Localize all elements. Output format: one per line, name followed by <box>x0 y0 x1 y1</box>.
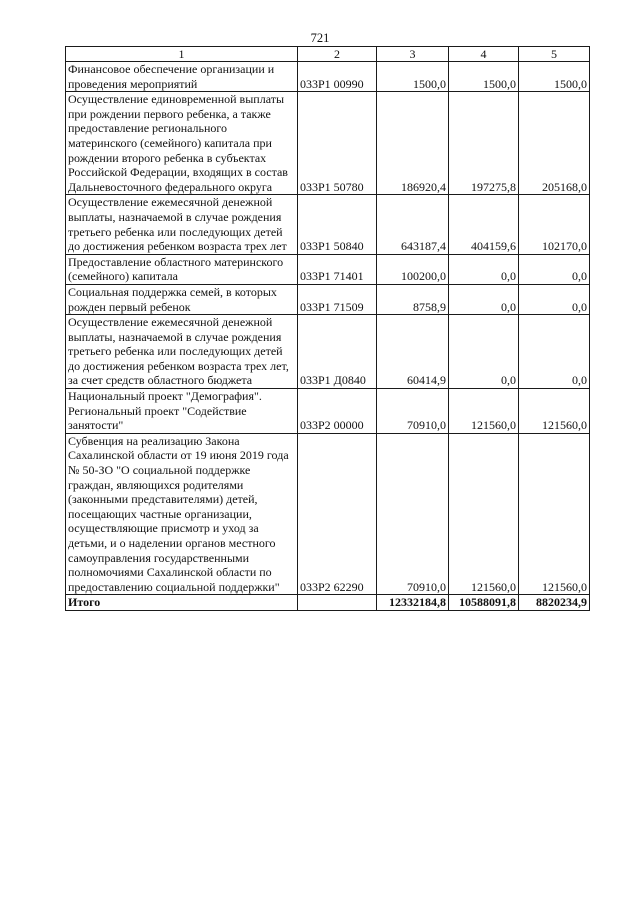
row-code: 033P1 50780 <box>298 92 377 195</box>
row-value-year-2: 197275,8 <box>449 92 519 195</box>
total-value-year-1: 12332184,8 <box>377 595 449 611</box>
header-col-3: 3 <box>377 47 449 62</box>
row-value-year-1: 1500,0 <box>377 62 449 92</box>
row-value-year-1: 8758,9 <box>377 284 449 314</box>
row-value-year-1: 186920,4 <box>377 92 449 195</box>
total-value-year-3: 8820234,9 <box>519 595 590 611</box>
total-value-year-2: 10588091,8 <box>449 595 519 611</box>
row-value-year-2: 121560,0 <box>449 433 519 595</box>
row-name: Субвенция на реализацию Закона Сахалинской области от 19 июня 2019 года № 50-ЗО "О социальной поддержке граждан, являющихся родителями (законными представителями) детей, посещающих частные организации, осуществляющие присмотр и уход за детьми, и о наделении органов местного самоуправления государственными полномочиями Сахалинской области по предоставлению социальной поддержки" <box>66 433 298 595</box>
row-name: Осуществление ежемесячной денежной выплаты, назначаемой в случае рождения третьего ребенка или последующих детей до достижения ребенком возраста трех лет <box>66 195 298 254</box>
row-name: Осуществление единовременной выплаты при рождении первого ребенка, а также предоставление регионального материнского (семейного) капитала при рождении второго ребенка в субъектах Российской Федерации, входящих в состав Дальневосточного федерального округа <box>66 92 298 195</box>
row-value-year-3: 102170,0 <box>519 195 590 254</box>
table-row <box>66 195 590 254</box>
table-row <box>66 254 590 284</box>
row-value-year-3: 121560,0 <box>519 389 590 434</box>
total-code-empty <box>298 595 377 611</box>
row-code: 033P1 Д0840 <box>298 315 377 389</box>
row-code: 033P1 71509 <box>298 284 377 314</box>
row-value-year-2: 121560,0 <box>449 389 519 434</box>
page-number: 721 <box>310 31 330 45</box>
row-value-year-2: 1500,0 <box>449 62 519 92</box>
table-row <box>66 62 590 92</box>
row-value-year-3: 205168,0 <box>519 92 590 195</box>
row-value-year-3: 1500,0 <box>519 62 590 92</box>
row-value-year-3: 121560,0 <box>519 433 590 595</box>
row-value-year-2: 0,0 <box>449 315 519 389</box>
row-value-year-1: 70910,0 <box>377 433 449 595</box>
row-value-year-1: 100200,0 <box>377 254 449 284</box>
table-row <box>66 284 590 314</box>
row-value-year-1: 60414,9 <box>377 315 449 389</box>
row-name: Осуществление ежемесячной денежной выплаты, назначаемой в случае рождения третьего ребенка или последующих детей до достижения ребенком возраста трех лет, за счет средств областного бюджета <box>66 315 298 389</box>
header-col-1: 1 <box>66 47 298 62</box>
table-row <box>66 92 590 195</box>
row-name: Предоставление областного материнского (семейного) капитала <box>66 254 298 284</box>
row-value-year-3: 0,0 <box>519 284 590 314</box>
row-code: 033P1 00990 <box>298 62 377 92</box>
row-code: 033P2 00000 <box>298 389 377 434</box>
table-row <box>66 315 590 389</box>
table-row <box>66 433 590 595</box>
row-value-year-2: 404159,6 <box>449 195 519 254</box>
total-label: Итого <box>66 595 298 611</box>
table-row <box>66 389 590 434</box>
row-code: 033P2 62290 <box>298 433 377 595</box>
row-name: Финансовое обеспечение организации и проведения мероприятий <box>66 62 298 92</box>
total-row <box>66 595 590 611</box>
row-value-year-2: 0,0 <box>449 284 519 314</box>
header-row <box>66 47 590 62</box>
row-value-year-1: 70910,0 <box>377 389 449 434</box>
budget-table <box>65 46 590 611</box>
header-col-4: 4 <box>449 47 519 62</box>
row-value-year-1: 643187,4 <box>377 195 449 254</box>
row-value-year-3: 0,0 <box>519 254 590 284</box>
row-value-year-2: 0,0 <box>449 254 519 284</box>
header-col-2: 2 <box>298 47 377 62</box>
row-value-year-3: 0,0 <box>519 315 590 389</box>
row-code: 033P1 50840 <box>298 195 377 254</box>
header-col-5: 5 <box>519 47 590 62</box>
row-code: 033P1 71401 <box>298 254 377 284</box>
row-name: Национальный проект "Демография". Региональный проект "Содействие занятости" <box>66 389 298 434</box>
row-name: Социальная поддержка семей, в которых рожден первый ребенок <box>66 284 298 314</box>
